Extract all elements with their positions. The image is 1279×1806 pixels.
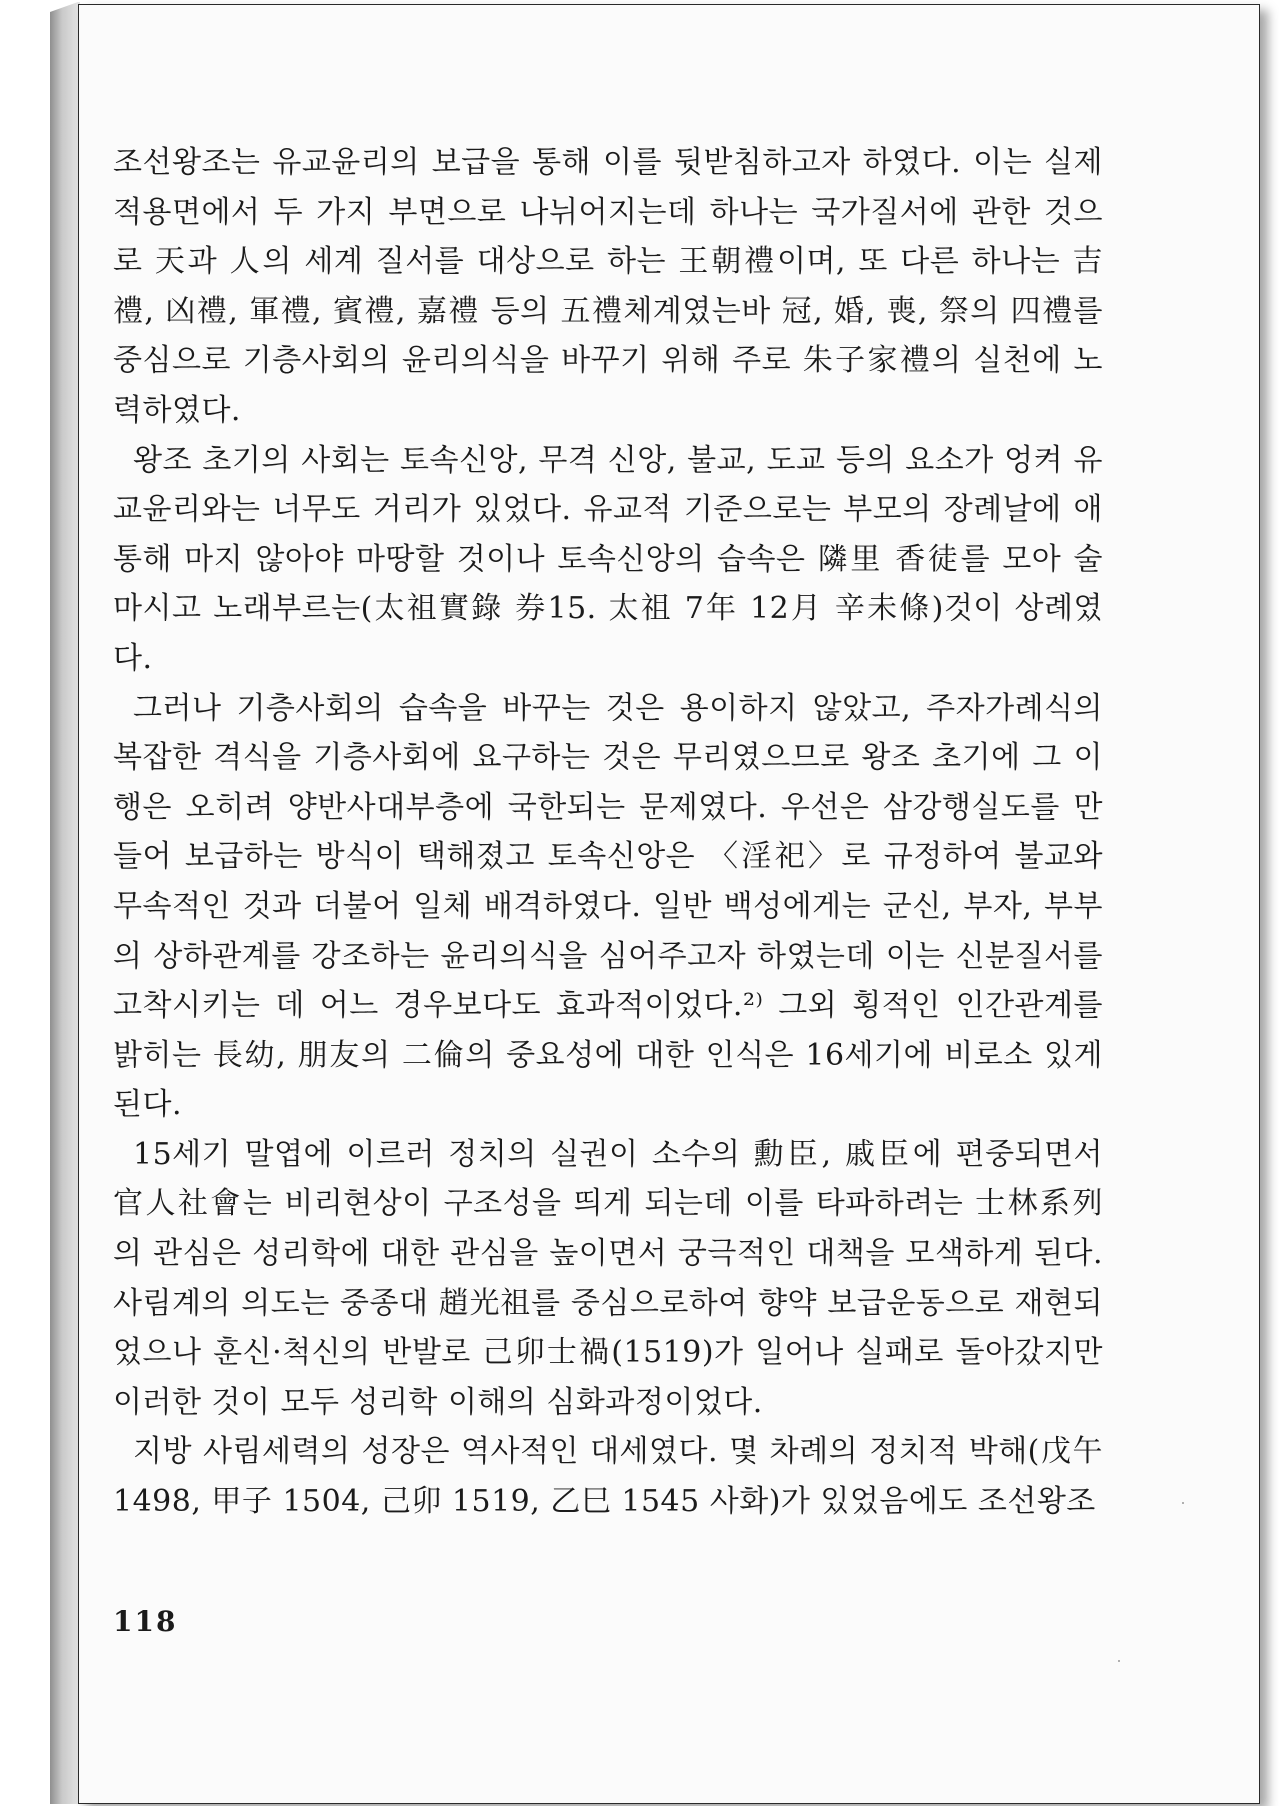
paragraph-1: 조선왕조는 유교윤리의 보급을 통해 이를 뒷받침하고자 하였다. 이는 실제 적용면에서 두 가지 부면으로 나뉘어지는데 하나는 국가질서에 관한 것으로 天과 人의 세계 질서를 대상으로 하는 王朝禮이며, 또 다른 하나는 吉禮, 凶禮, 軍禮, 賓禮, 嘉禮 등의 五禮체계였는바 冠, 婚, 喪, 祭의 四禮를 중심으로 기층사회의 윤리의식을 바꾸기 위해 주로 朱子家禮의 실천에 노력하였다. — [113, 145, 1103, 428]
paragraph-5: 지방 사림세력의 성장은 역사적인 대세였다. 몇 차례의 정치적 박해(戊午 1498, 甲子 1504, 己卯 1519, 乙巳 1545 사화)가 있었음에도 조선왕조 — [113, 1434, 1103, 1520]
paragraph-2: 왕조 초기의 사회는 토속신앙, 무격 신앙, 불교, 도교 등의 요소가 엉켜 유교윤리와는 너무도 거리가 있었다. 유교적 기준으로는 부모의 장례날에 애통해 마지 않아야 마땅할 것이나 토속신앙의 습속은 隣里 香徒를 모아 술 마시고 노래부르는(太祖實錄 券15. 太祖 7年 12月 辛未條)것이 상례였다. — [113, 442, 1103, 676]
scan-speck — [1182, 1502, 1184, 1504]
paragraph-4: 15세기 말엽에 이르러 정치의 실권이 소수의 勳臣, 戚臣에 편중되면서 官人社會는 비리현상이 구조성을 띄게 되는데 이를 타파하려는 士林系列의 관심은 성리학에 대한 관심을 높이면서 궁극적인 대책을 모색하게 된다. 사림계의 의도는 중종대 趙光祖를 중심으로하여 향약 보급운동으로 재현되었으나 훈신·척신의 반발로 己卯士禍(1519)가 일어나 실패로 돌아갔지만 이러한 것이 모두 성리학 이해의 심화과정이었다. — [113, 1136, 1103, 1420]
book-corner — [50, 2, 78, 12]
spine-background — [0, 0, 52, 1806]
body-text — [113, 138, 1103, 1527]
book-page-edge — [50, 2, 80, 1804]
page-number: 118 — [113, 1605, 178, 1638]
scan-speck — [1118, 1660, 1120, 1662]
paragraph-3: 그러나 기층사회의 습속을 바꾸는 것은 용이하지 않았고, 주자가례식의 복잡한 격식을 기층사회에 요구하는 것은 무리였으므로 왕조 초기에 그 이행은 오히려 양반사대부층에 국한되는 문제였다. 우선은 삼강행실도를 만들어 보급하는 방식이 택해졌고 토속신앙은 〈淫祀〉로 규정하여 불교와 무속적인 것과 더불어 일체 배격하였다. 일반 백성에게는 군신, 부자, 부부의 상하관계를 강조하는 윤리의식을 심어주고자 하였는데 이는 신분질서를 고착시키는 데 어느 경우보다도 효과적이었다.²⁾ 그외 횡적인 인간관계를 밝히는 長幼, 朋友의 二倫의 중요성에 대한 인식은 16세기에 비로소 있게 된다. — [113, 690, 1103, 1123]
